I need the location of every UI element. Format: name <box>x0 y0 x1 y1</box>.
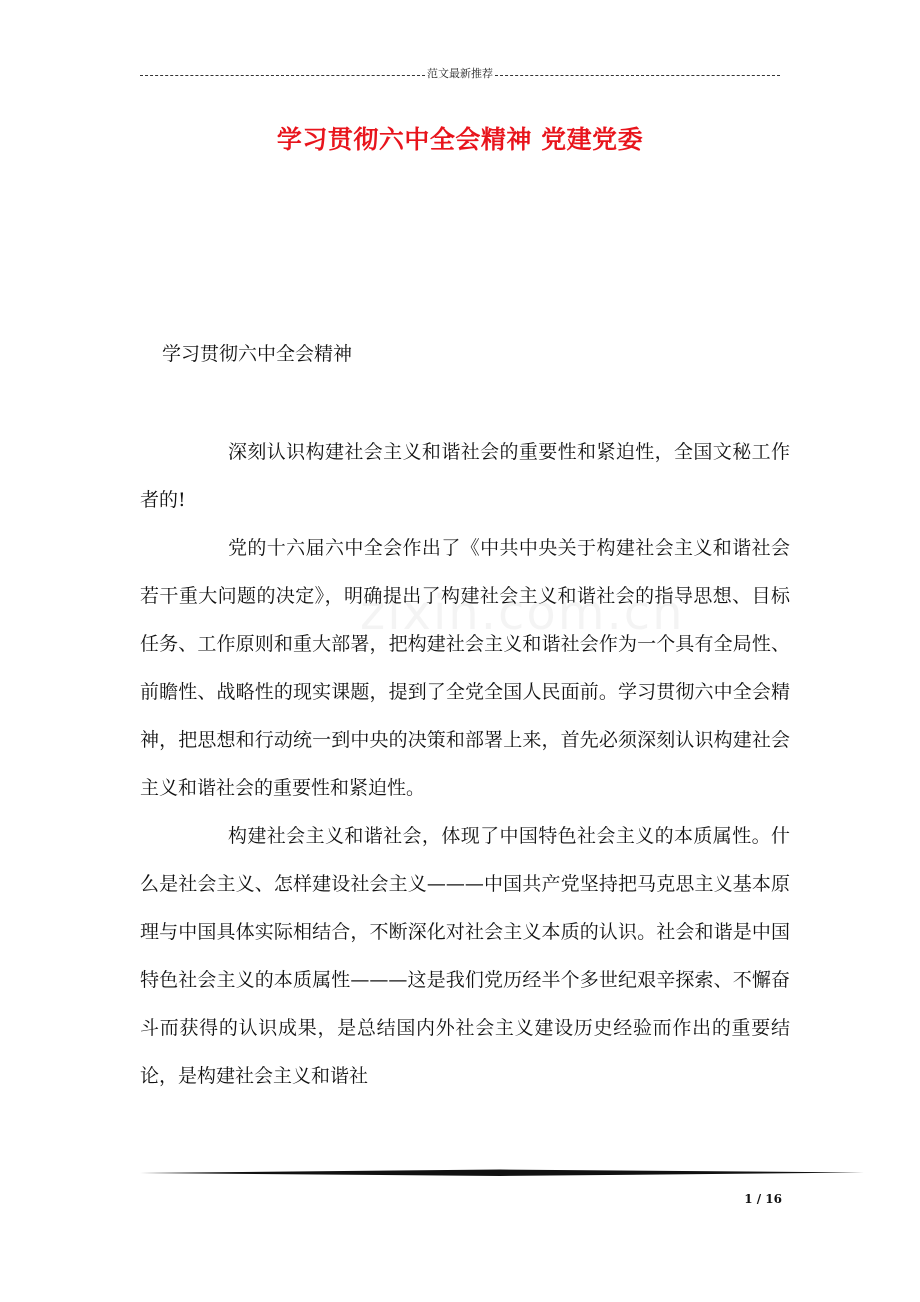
paragraph: 深刻认识构建社会主义和谐社会的重要性和紧迫性，全国文秘工作者的! <box>140 441 790 511</box>
document-subtitle: 学习贯彻六中全会精神 <box>162 343 353 365</box>
document-body <box>140 428 790 1100</box>
page-header <box>140 66 780 82</box>
paragraph: 党的十六届六中全会作出了《中共中央关于构建社会主义和谐社会若干重大问题的决定》，明确提出了构建社会主义和谐社会的指导思想、目标任务、工作原则和重大部署，把构建社会主义和谐社会作为一个具有全局性、前瞻性、战略性的现实课题，提到了全党全国人民面前。学习贯彻六中全会精神，把思想和行动统一到中央的决策和部署上来，首先必须深刻认识构建社会主义和谐社会的重要性和紧迫性。 <box>140 537 790 799</box>
page-number: 1 / 16 <box>744 1192 782 1206</box>
header-dash-left <box>140 75 425 76</box>
header-label: 范文最新推荐 <box>427 67 493 80</box>
paragraph: 构建社会主义和谐社会，体现了中国特色社会主义的本质属性。什么是社会主义、怎样建设社会主义———中国共产党坚持把马克思主义基本原理与中国具体实际相结合，不断深化对社会主义本质的认识。社会和谐是中国特色社会主义的本质属性———这是我们党历经半个多世纪艰辛探索、不懈奋斗而获得的认识成果，是总结国内外社会主义建设历史经验而作出的重要结论，是构建社会主义和谐社 <box>140 825 790 1087</box>
document-title: 学习贯彻六中全会精神 党建党委 <box>276 125 644 154</box>
header-dash-right <box>495 75 780 76</box>
footer-rule <box>140 1168 864 1178</box>
